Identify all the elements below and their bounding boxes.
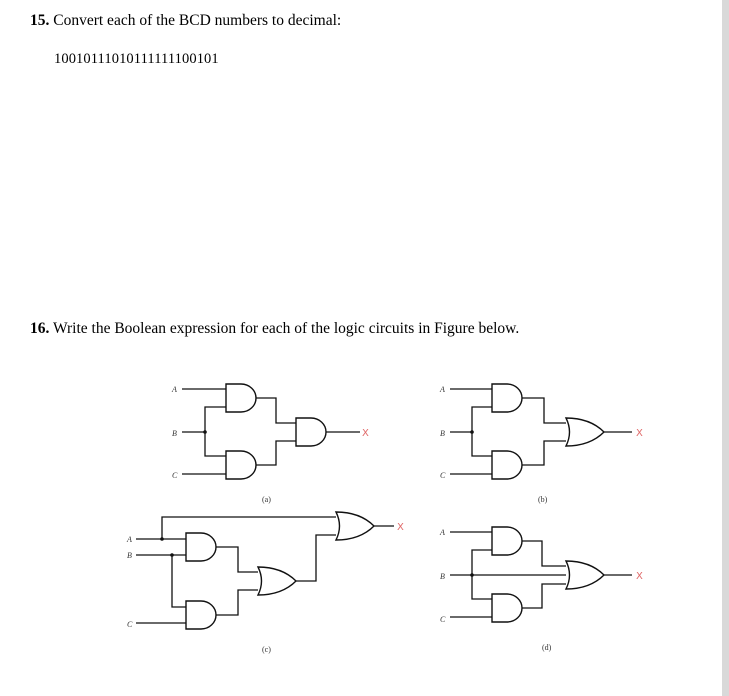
- circuit-a: [171, 384, 369, 504]
- circuit-b-or-gate: [566, 418, 604, 446]
- circuit-a-input-a-label: A: [172, 385, 177, 394]
- circuit-c-input-a-label: A: [127, 535, 132, 544]
- circuit-a-caption: (a): [262, 495, 271, 504]
- question-16-number: 16.: [30, 320, 50, 337]
- circuit-a-and-gate-3: [296, 418, 326, 446]
- circuit-d-and-gate-2: [492, 594, 522, 622]
- question-15-text: Convert each of the BCD numbers to decimal:: [49, 12, 342, 29]
- circuit-c-and-gate-1: [186, 533, 216, 561]
- bcd-number: 10010111010111111100101: [54, 51, 219, 67]
- circuit-c-input-b-label: B: [127, 551, 132, 560]
- circuit-b: [439, 384, 643, 504]
- circuit-d-input-b-label: B: [440, 572, 445, 581]
- circuit-d-caption: (d): [542, 643, 552, 652]
- circuit-b-output-x-label: X: [636, 428, 643, 439]
- circuit-d-input-c-label: C: [440, 615, 446, 624]
- circuit-b-and-gate-2: [492, 451, 522, 479]
- circuit-d-and-gate-1: [492, 527, 522, 555]
- circuit-a-input-c-label: C: [172, 471, 178, 480]
- circuit-d: [439, 527, 643, 652]
- question-15-number: 15.: [30, 12, 50, 29]
- circuit-c-input-c-label: C: [127, 620, 133, 629]
- circuit-b-and-gate-1: [492, 384, 522, 412]
- circuit-c: [126, 512, 404, 654]
- circuit-c-output-x-label: X: [397, 522, 404, 533]
- circuit-a-input-b-label: B: [172, 429, 177, 438]
- question-16-text: Write the Boolean expression for each of the logic circuits in Figure below.: [49, 320, 520, 337]
- circuit-b-input-a-label: A: [440, 385, 445, 394]
- circuit-a-and-gate-2: [226, 451, 256, 479]
- circuit-d-or-gate: [566, 561, 604, 589]
- circuit-b-caption: (b): [538, 495, 548, 504]
- circuit-d-output-x-label: X: [636, 571, 643, 582]
- circuit-c-caption: (c): [262, 645, 271, 654]
- circuit-b-input-c-label: C: [440, 471, 446, 480]
- circuit-b-input-b-label: B: [440, 429, 445, 438]
- circuit-c-or-gate-2: [336, 512, 374, 540]
- circuit-c-and-gate-2: [186, 601, 216, 629]
- circuit-a-and-gate-1: [226, 384, 256, 412]
- circuit-d-input-a-label: A: [440, 528, 445, 537]
- circuit-c-or-gate-1: [258, 567, 296, 595]
- circuit-a-output-x-label: X: [362, 428, 369, 439]
